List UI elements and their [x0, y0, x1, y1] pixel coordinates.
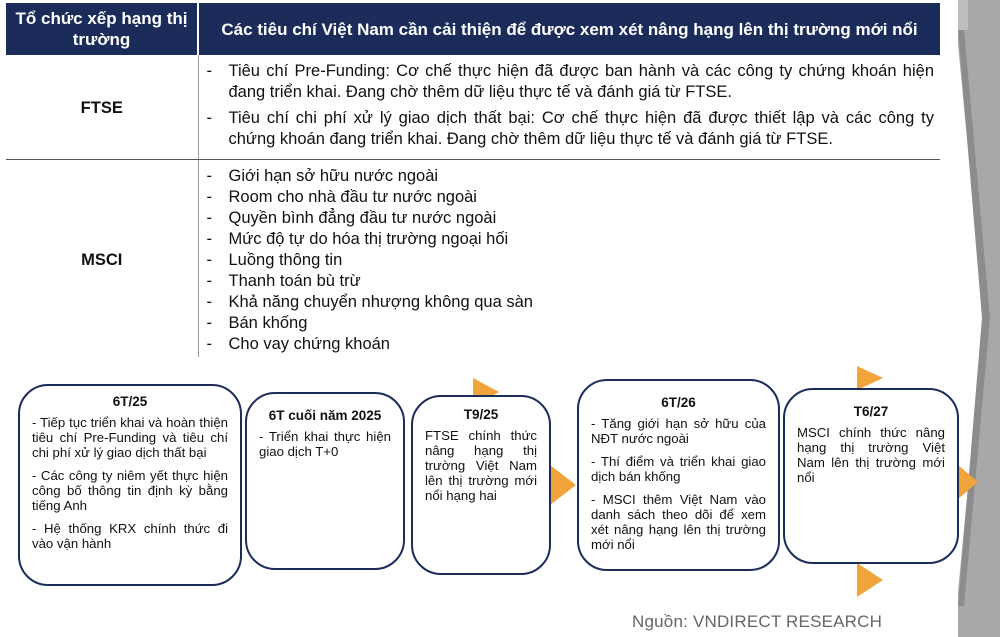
timeline-item: MSCI chính thức nâng hạng thị trường Việt Nam lên thị trường mới nổi — [797, 425, 945, 485]
header-criteria: Các tiêu chí Việt Nam cần cải thiện để được xem xét nâng hạng lên thị trường mới nổi — [198, 3, 940, 55]
org-msci: MSCI — [6, 160, 198, 358]
timeline-box-t6-27 — [783, 388, 959, 564]
orange-arrow-icon — [550, 465, 576, 505]
timeline-title: T9/25 — [463, 407, 499, 422]
timeline-item: - Hệ thống KRX chính thức đi vào vận hành — [32, 521, 228, 551]
source-note: Nguồn: VNDIRECT RESEARCH — [632, 612, 883, 631]
timeline-item: - Các công ty niêm yết thực hiện công bố thông tin định kỳ bằng tiếng Anh — [32, 468, 228, 513]
msci-item: - Luồng thông tin — [207, 250, 935, 271]
header-org: Tổ chức xếp hạng thị trường — [6, 3, 198, 55]
msci-item: - Quyền bình đẳng đầu tư nước ngoài — [207, 208, 935, 229]
msci-item: - Khả năng chuyển nhượng không qua sàn — [207, 292, 935, 313]
timeline-box-t9-25 — [411, 395, 551, 575]
timeline-title: T6/27 — [853, 404, 889, 419]
orange-arrow-icon — [958, 465, 978, 499]
orange-arrow-icon — [857, 366, 883, 390]
timeline-title: 6T/26 — [661, 395, 696, 410]
msci-item: - Giới hạn sở hữu nước ngoài — [207, 166, 935, 187]
timeline-item: FTSE chính thức nâng hạng thị trường Việt Nam lên thị trường mới nổi hạng hai — [425, 428, 537, 503]
org-ftse: FTSE — [6, 55, 198, 160]
msci-item: - Room cho nhà đầu tư nước ngoài — [207, 187, 935, 208]
timeline-item: - Tiếp tục triển khai và hoàn thiện tiêu chí Pre-Funding và tiêu chí chi phí xử lý giao dịch thất bại — [32, 415, 228, 460]
timeline-title: 6T cuối năm 2025 — [268, 408, 382, 423]
orange-arrow-icon — [857, 563, 883, 597]
timeline-box-6t25 — [18, 384, 242, 586]
timeline-box-6t-cuoi-2025 — [245, 392, 405, 570]
msci-item: - Mức độ tự do hóa thị trường ngoại hối — [207, 229, 935, 250]
criteria-table — [6, 3, 940, 357]
msci-item: - Cho vay chứng khoán — [207, 334, 935, 355]
ftse-item: - Tiêu chí chi phí xử lý giao dịch thất bại: Cơ chế thực hiện đã được thiết lập và các công ty chứng khoán đang triển khai. Đang chờ thêm dữ liệu thực tế và đánh giá từ FTSE. — [207, 108, 935, 150]
timeline-item: - Tăng giới hạn sở hữu của NĐT nước ngoài — [591, 416, 766, 446]
table-row-msci — [6, 160, 940, 358]
table-row-ftse — [6, 55, 940, 160]
timeline-item: - Triển khai thực hiện giao dịch T+0 — [259, 429, 391, 459]
msci-item: - Bán khống — [207, 313, 935, 334]
timeline-box-6t26 — [577, 379, 780, 571]
side-gray-arrow-decoration — [958, 0, 1000, 637]
msci-item: - Thanh toán bù trừ — [207, 271, 935, 292]
timeline-item: - MSCI thêm Việt Nam vào danh sách theo dõi để xem xét nâng hạng lên thị trường mới nổi — [591, 492, 766, 552]
timeline-title: 6T/25 — [112, 394, 148, 409]
ftse-item: - Tiêu chí Pre-Funding: Cơ chế thực hiện đã được ban hành và các công ty chứng khoán hiện đang triển khai. Đang chờ thêm dữ liệu thực tế và đánh giá từ FTSE. — [207, 61, 935, 103]
timeline-item: - Thí điểm và triển khai giao dịch bán khống — [591, 454, 766, 484]
